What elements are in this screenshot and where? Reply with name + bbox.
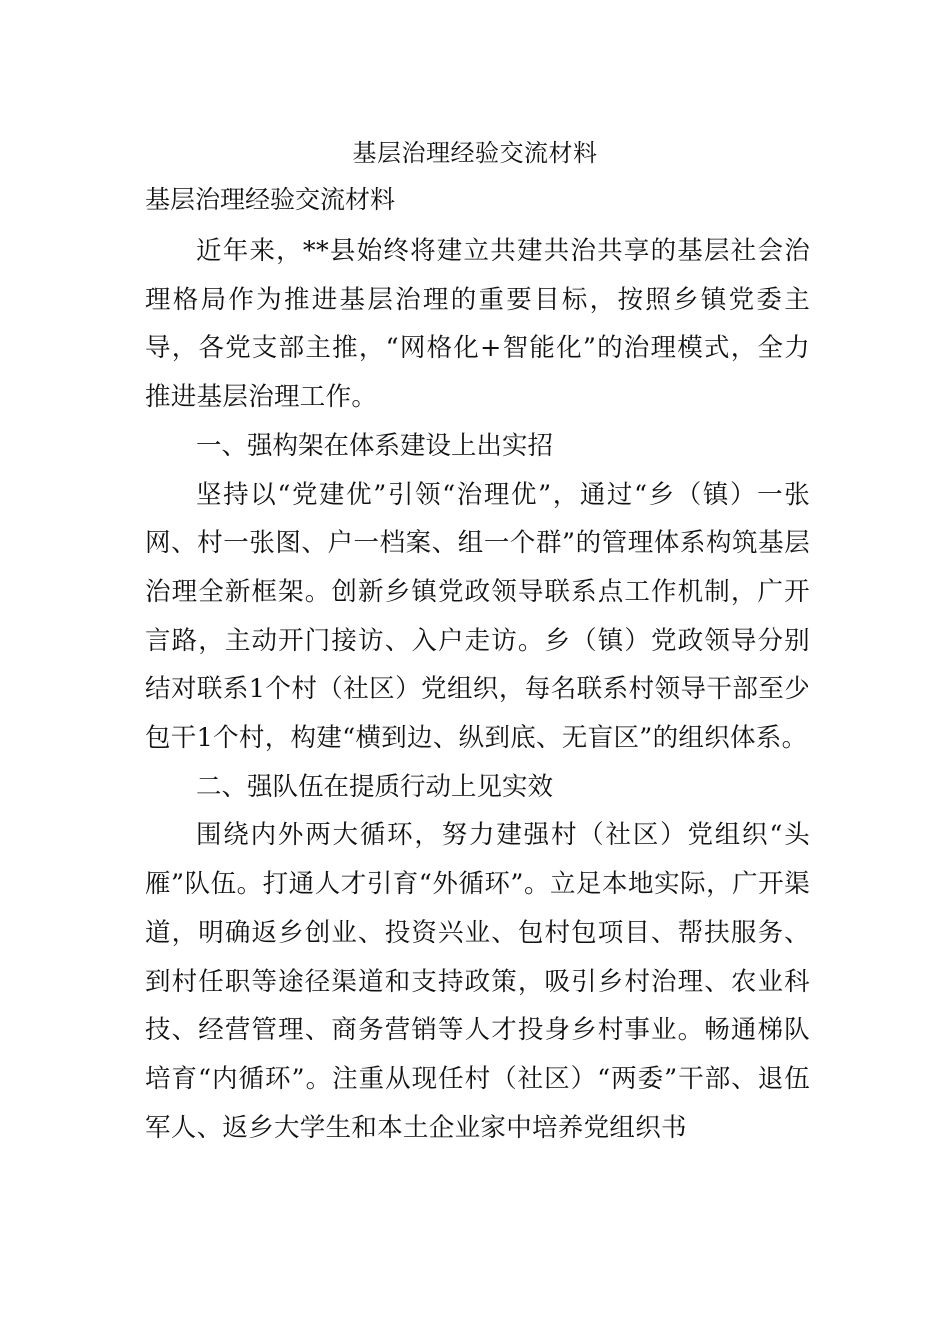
section-2-paragraph: 围绕内外两大循环，努力建强村（社区）党组织“头雁”队伍。打通人才引育“外循环”。立足本地实际，广开渠道，明确返乡创业、投资兴业、包村包项目、帮扶服务、到村任职等途径渠道和支持政策，吸引乡村治理、农业科技、经营管理、商务营销等人才投身乡村事业。畅通梯队培育“内循环”。注重从现任村（社区）“两委”干部、退伍军人、返乡大学生和本土企业家中培养党组织书 [145, 820, 810, 1143]
document-body [145, 227, 810, 1152]
document-title: 基层治理经验交流材料 [352, 139, 598, 167]
section-heading-2: 二、强队伍在提质行动上见实效 [196, 771, 554, 802]
section-heading-1: 一、强构架在体系建设上出实招 [196, 430, 554, 461]
document-subtitle: 基层治理经验交流材料 [145, 185, 396, 214]
intro-paragraph: 近年来，**县始终将建立共建共治共享的基层社会治理格局作为推进基层治理的重要目标，按照乡镇党委主导，各党支部主推，“网格化+智能化”的治理模式，全力推进基层治理工作。 [145, 236, 810, 413]
section-1-paragraph: 坚持以“党建优”引领“治理优”，通过“乡（镇）一张网、村一张图、户一档案、组一个群”的管理体系构筑基层治理全新框架。创新乡镇党政领导联系点工作机制，广开言路，主动开门接访、入户走访。乡（镇）党政领导分别结对联系1个村（社区）党组织，每名联系村领导干部至少包干1个村，构建“横到边、纵到底、无盲区”的组织体系。 [145, 479, 810, 754]
